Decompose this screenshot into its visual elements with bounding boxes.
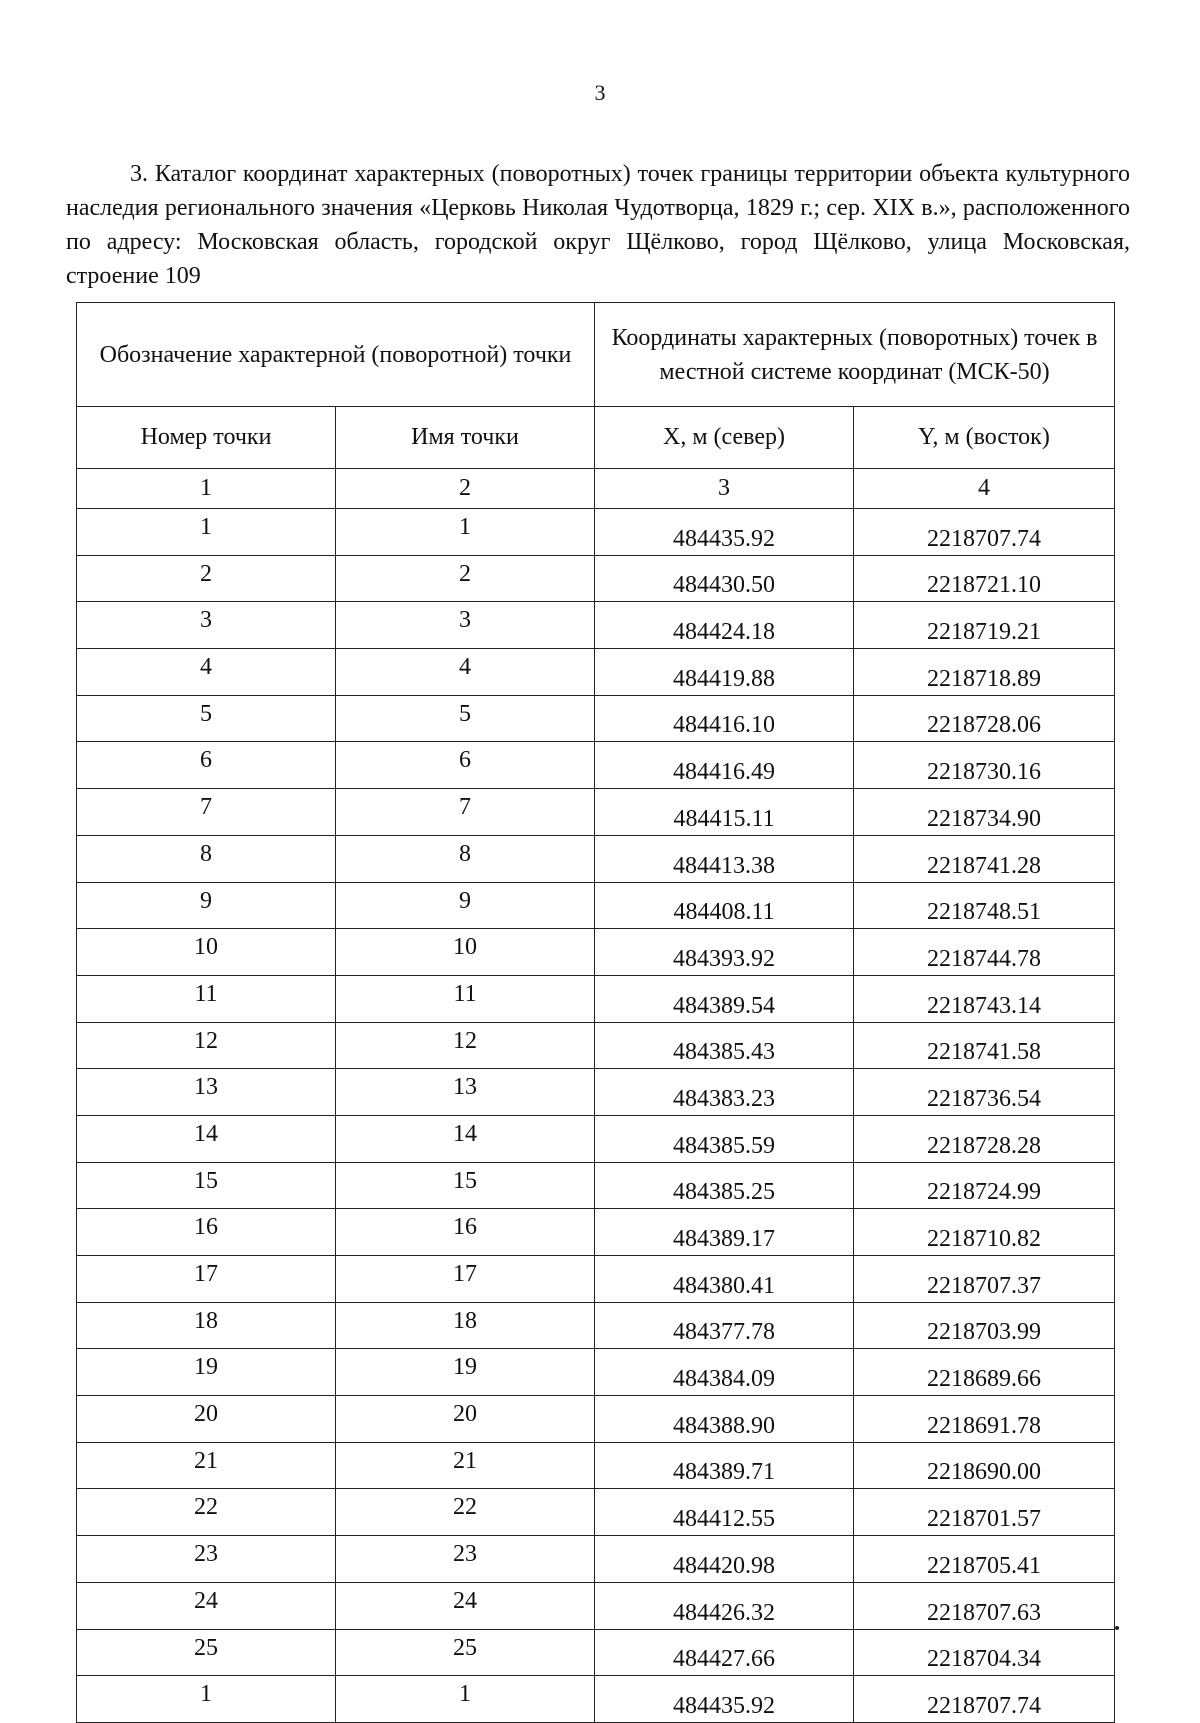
point-number-cell: 23 <box>77 1536 336 1583</box>
table-row <box>77 1396 1115 1443</box>
table-row <box>77 789 1115 836</box>
y-coordinate-cell: 2218718.89 <box>854 649 1115 696</box>
point-number-cell: 1 <box>77 1676 336 1723</box>
table-row <box>77 649 1115 696</box>
y-coordinate-cell: 2218721.10 <box>854 555 1115 602</box>
scan-speck <box>1115 1626 1119 1630</box>
point-number-cell: 25 <box>77 1629 336 1676</box>
point-name-cell: 8 <box>336 835 595 882</box>
table-group-header-row <box>77 303 1115 407</box>
y-coordinate-cell: 2218689.66 <box>854 1349 1115 1396</box>
table-row <box>77 1582 1115 1629</box>
point-number-cell: 6 <box>77 742 336 789</box>
table-row <box>77 602 1115 649</box>
col-header-point-name: Имя точки <box>336 407 595 469</box>
point-name-cell: 2 <box>336 555 595 602</box>
table-row <box>77 695 1115 742</box>
catalog-intro-text: 3. Каталог координат характерных (поворотных) точек границы территории объекта культурного наследия регионального значения «Церковь Николая Чудотворца, 1829 г.; сер. XIX в.», расположенного по адресу: Московская область, городской округ Щёлково, город Щёлково, улица Московская, строение 109 <box>66 161 1130 289</box>
table-row <box>77 742 1115 789</box>
point-name-cell: 11 <box>336 975 595 1022</box>
point-name-cell: 24 <box>336 1582 595 1629</box>
table-row <box>77 1629 1115 1676</box>
point-name-cell: 10 <box>336 929 595 976</box>
table-row <box>77 975 1115 1022</box>
y-coordinate-cell: 2218730.16 <box>854 742 1115 789</box>
col-number-2: 2 <box>336 469 595 509</box>
table-row <box>77 882 1115 929</box>
y-coordinate-cell: 2218707.63 <box>854 1582 1115 1629</box>
coordinates-table-body <box>77 509 1115 1723</box>
y-coordinate-cell: 2218741.58 <box>854 1022 1115 1069</box>
col-number-1: 1 <box>77 469 336 509</box>
point-number-cell: 1 <box>77 509 336 556</box>
point-name-cell: 15 <box>336 1162 595 1209</box>
point-number-cell: 19 <box>77 1349 336 1396</box>
point-name-cell: 16 <box>336 1209 595 1256</box>
y-coordinate-cell: 2218707.37 <box>854 1256 1115 1303</box>
y-coordinate-cell: 2218691.78 <box>854 1396 1115 1443</box>
x-coordinate-cell: 484416.49 <box>595 742 854 789</box>
table-row <box>77 1256 1115 1303</box>
table-row <box>77 929 1115 976</box>
point-number-cell: 12 <box>77 1022 336 1069</box>
col-header-y: Y, м (восток) <box>854 407 1115 469</box>
col-header-point-number: Номер точки <box>77 407 336 469</box>
x-coordinate-cell: 484430.50 <box>595 555 854 602</box>
y-coordinate-cell: 2218705.41 <box>854 1536 1115 1583</box>
point-number-cell: 17 <box>77 1256 336 1303</box>
point-number-cell: 11 <box>77 975 336 1022</box>
point-number-cell: 15 <box>77 1162 336 1209</box>
page-number: 3 <box>594 80 606 105</box>
x-coordinate-cell: 484419.88 <box>595 649 854 696</box>
col-number-3: 3 <box>595 469 854 509</box>
table-row <box>77 555 1115 602</box>
y-coordinate-cell: 2218704.34 <box>854 1629 1115 1676</box>
point-number-cell: 8 <box>77 835 336 882</box>
table-row <box>77 1209 1115 1256</box>
x-coordinate-cell: 484380.41 <box>595 1256 854 1303</box>
point-name-cell: 22 <box>336 1489 595 1536</box>
point-name-cell: 14 <box>336 1115 595 1162</box>
point-name-cell: 20 <box>336 1396 595 1443</box>
point-name-cell: 3 <box>336 602 595 649</box>
y-coordinate-cell: 2218724.99 <box>854 1162 1115 1209</box>
point-name-cell: 12 <box>336 1022 595 1069</box>
table-column-header-row <box>77 407 1115 469</box>
y-coordinate-cell: 2218728.06 <box>854 695 1115 742</box>
y-coordinate-cell: 2218703.99 <box>854 1302 1115 1349</box>
table-column-number-row <box>77 469 1115 509</box>
point-number-cell: 22 <box>77 1489 336 1536</box>
table-row <box>77 1022 1115 1069</box>
point-name-cell: 7 <box>336 789 595 836</box>
point-designation-header: Обозначение характерной (поворотной) точки <box>77 303 595 407</box>
x-coordinate-cell: 484389.54 <box>595 975 854 1022</box>
x-coordinate-cell: 484412.55 <box>595 1489 854 1536</box>
table-row <box>77 1349 1115 1396</box>
point-name-cell: 1 <box>336 1676 595 1723</box>
point-name-cell: 5 <box>336 695 595 742</box>
catalog-intro-paragraph <box>66 157 1130 293</box>
point-number-cell: 10 <box>77 929 336 976</box>
table-row <box>77 509 1115 556</box>
x-coordinate-cell: 484435.92 <box>595 1676 854 1723</box>
point-number-cell: 24 <box>77 1582 336 1629</box>
x-coordinate-cell: 484424.18 <box>595 602 854 649</box>
y-coordinate-cell: 2218748.51 <box>854 882 1115 929</box>
x-coordinate-cell: 484427.66 <box>595 1629 854 1676</box>
point-name-cell: 21 <box>336 1442 595 1489</box>
point-number-cell: 2 <box>77 555 336 602</box>
x-coordinate-cell: 484389.71 <box>595 1442 854 1489</box>
x-coordinate-cell: 484420.98 <box>595 1536 854 1583</box>
y-coordinate-cell: 2218719.21 <box>854 602 1115 649</box>
y-coordinate-cell: 2218741.28 <box>854 835 1115 882</box>
table-row <box>77 1536 1115 1583</box>
point-number-cell: 4 <box>77 649 336 696</box>
table-row <box>77 1069 1115 1116</box>
x-coordinate-cell: 484408.11 <box>595 882 854 929</box>
y-coordinate-cell: 2218743.14 <box>854 975 1115 1022</box>
col-number-4: 4 <box>854 469 1115 509</box>
point-name-cell: 6 <box>336 742 595 789</box>
point-name-cell: 1 <box>336 509 595 556</box>
x-coordinate-cell: 484435.92 <box>595 509 854 556</box>
y-coordinate-cell: 2218707.74 <box>854 1676 1115 1723</box>
x-coordinate-cell: 484426.32 <box>595 1582 854 1629</box>
point-number-cell: 3 <box>77 602 336 649</box>
x-coordinate-cell: 484393.92 <box>595 929 854 976</box>
point-number-cell: 13 <box>77 1069 336 1116</box>
x-coordinate-cell: 484377.78 <box>595 1302 854 1349</box>
point-name-cell: 17 <box>336 1256 595 1303</box>
coordinates-table <box>76 302 1115 1723</box>
point-name-cell: 18 <box>336 1302 595 1349</box>
x-coordinate-cell: 484416.10 <box>595 695 854 742</box>
point-number-cell: 16 <box>77 1209 336 1256</box>
point-number-cell: 21 <box>77 1442 336 1489</box>
point-name-cell: 23 <box>336 1536 595 1583</box>
point-number-cell: 14 <box>77 1115 336 1162</box>
point-number-cell: 9 <box>77 882 336 929</box>
table-row <box>77 1162 1115 1209</box>
y-coordinate-cell: 2218701.57 <box>854 1489 1115 1536</box>
y-coordinate-cell: 2218736.54 <box>854 1069 1115 1116</box>
table-row <box>77 1676 1115 1723</box>
y-coordinate-cell: 2218710.82 <box>854 1209 1115 1256</box>
table-row <box>77 835 1115 882</box>
point-name-cell: 9 <box>336 882 595 929</box>
point-number-cell: 20 <box>77 1396 336 1443</box>
col-header-x: X, м (север) <box>595 407 854 469</box>
x-coordinate-cell: 484384.09 <box>595 1349 854 1396</box>
point-number-cell: 18 <box>77 1302 336 1349</box>
table-row <box>77 1489 1115 1536</box>
table-row <box>77 1302 1115 1349</box>
x-coordinate-cell: 484413.38 <box>595 835 854 882</box>
point-name-cell: 13 <box>336 1069 595 1116</box>
point-number-cell: 7 <box>77 789 336 836</box>
x-coordinate-cell: 484415.11 <box>595 789 854 836</box>
y-coordinate-cell: 2218734.90 <box>854 789 1115 836</box>
x-coordinate-cell: 484385.25 <box>595 1162 854 1209</box>
x-coordinate-cell: 484385.43 <box>595 1022 854 1069</box>
x-coordinate-cell: 484385.59 <box>595 1115 854 1162</box>
table-row <box>77 1115 1115 1162</box>
point-number-cell: 5 <box>77 695 336 742</box>
table-row <box>77 1442 1115 1489</box>
point-name-cell: 19 <box>336 1349 595 1396</box>
y-coordinate-cell: 2218690.00 <box>854 1442 1115 1489</box>
x-coordinate-cell: 484383.23 <box>595 1069 854 1116</box>
y-coordinate-cell: 2218744.78 <box>854 929 1115 976</box>
x-coordinate-cell: 484388.90 <box>595 1396 854 1443</box>
point-name-cell: 4 <box>336 649 595 696</box>
y-coordinate-cell: 2218728.28 <box>854 1115 1115 1162</box>
point-name-cell: 25 <box>336 1629 595 1676</box>
y-coordinate-cell: 2218707.74 <box>854 509 1115 556</box>
coordinates-system-header: Координаты характерных (поворотных) точек в местной системе координат (МСК-50) <box>595 303 1115 407</box>
x-coordinate-cell: 484389.17 <box>595 1209 854 1256</box>
